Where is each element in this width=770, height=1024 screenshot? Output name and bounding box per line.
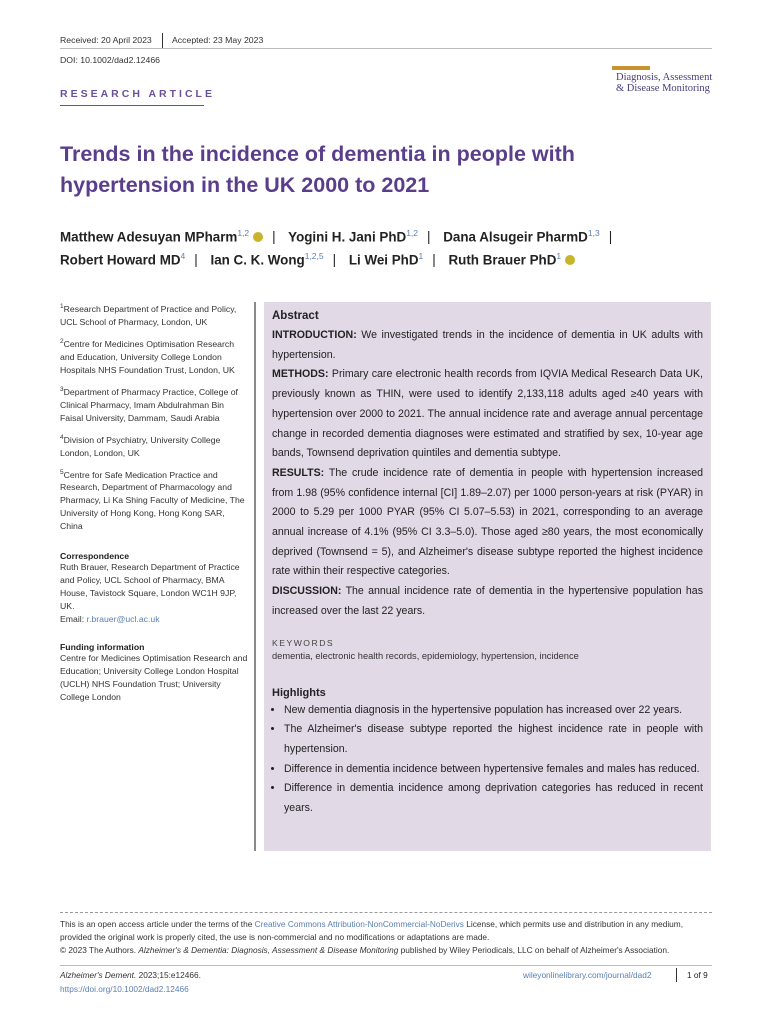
- journal-site-link[interactable]: wileyonlinelibrary.com/journal/dad2: [523, 970, 652, 980]
- affiliation: [60, 431, 248, 460]
- highlights-list: [272, 701, 703, 819]
- author-affil: 1,3: [587, 228, 600, 238]
- license-text: This is an open access article under the terms of the: [60, 919, 255, 929]
- abstract-box: [264, 302, 711, 851]
- author-affil: 1,2: [237, 228, 250, 238]
- copyright-text: © 2023 The Authors.: [60, 945, 139, 955]
- license-notice: [60, 918, 712, 957]
- affiliation: [60, 466, 248, 534]
- author-affil: 1,2: [406, 228, 419, 238]
- logo-bar: [612, 66, 650, 70]
- affiliation-text: Centre for Safe Medication Practice and Research, Department of Pharmacology and Pharmacy, Li Ka Shing Faculty of Medicine, The University of Hong Kong, Hong Kong SAR, China: [60, 469, 245, 532]
- highlight-item: • Difference in dementia incidence between hypertensive females and males has reduced.: [284, 760, 703, 780]
- article-type-rule: [60, 105, 204, 106]
- doi-link[interactable]: https://doi.org/10.1002/dad2.12466: [60, 984, 189, 994]
- author-affil: 1,2,5: [304, 251, 324, 261]
- journal-logo: [612, 66, 712, 96]
- abstract-introduction: [272, 326, 703, 365]
- copyright-journal: Alzheimer's & Dementia: Diagnosis, Assessment & Disease Monitoring: [138, 945, 399, 955]
- received-date: Received: 20 April 2023: [60, 35, 152, 45]
- correspondence-body: [60, 561, 248, 626]
- affiliation-number: 5: [60, 468, 64, 476]
- footer-separator: [676, 968, 677, 982]
- email-link[interactable]: r.brauer@ucl.ac.uk: [86, 614, 160, 625]
- email-label: Email:: [60, 614, 87, 625]
- abstract-discussion: [272, 582, 703, 621]
- abstract-heading: Abstract: [272, 310, 319, 322]
- article-type: RESEARCH ARTICLE: [60, 88, 215, 100]
- abstract-results: [272, 464, 703, 582]
- logo-line-1: Diagnosis, Assessment: [616, 72, 713, 83]
- author-name: Matthew Adesuyan MPharm: [60, 229, 238, 245]
- license-text-end: License, which permits use and distribution in any medium, provided the original work is properly cited, the use is non-commercial and no modifications or adaptations are made.: [60, 919, 684, 942]
- affiliation-number: 3: [60, 385, 64, 393]
- author-name: Li Wei PhD: [348, 252, 419, 268]
- affiliation-number: 4: [60, 433, 64, 441]
- footer-rule: [60, 965, 712, 966]
- author-name: Ruth Brauer PhD: [448, 252, 557, 268]
- affiliation: [60, 383, 248, 425]
- affiliation-text: Department of Pharmacy Practice, College of Clinical Pharmacy, Imam Abdulrahman Bin Faisal University, Dammam, Saudi Arabia: [60, 386, 238, 423]
- discussion-label: DISCUSSION:: [272, 585, 342, 598]
- footer-dashed-rule: [60, 912, 712, 913]
- author-affil: 1: [556, 251, 562, 261]
- author-name: Dana Alsugeir PharmD: [443, 229, 588, 245]
- header-separator: [162, 33, 163, 49]
- accepted-date: Accepted: 23 May 2023: [172, 35, 264, 45]
- journal-abbrev: Alzheimer's Dement.: [60, 970, 137, 980]
- affiliation-text: Centre for Medicines Optimisation Research and Education, University College London Hospitals NHS Foundation Trust, London, UK: [60, 338, 235, 375]
- discussion-text: The annual incidence rate of dementia in the hypertensive population has increased over the last 22 years.: [272, 585, 703, 617]
- orcid-icon[interactable]: [253, 232, 263, 242]
- results-label: RESULTS:: [272, 466, 325, 479]
- highlight-item: • Difference in dementia incidence among deprivation categories has reduced in recent years.: [284, 779, 703, 818]
- left-column: [60, 300, 248, 704]
- author-separator: |: [432, 252, 436, 268]
- author-line-1: [60, 228, 621, 244]
- author-name: Ian C. K. Wong: [210, 252, 305, 268]
- author-name: Robert Howard MD: [60, 252, 181, 268]
- author-name: Yogini H. Jani PhD: [288, 229, 407, 245]
- affiliation-text: Research Department of Practice and Policy, UCL School of Pharmacy, London, UK: [60, 303, 237, 327]
- abstract-content: [272, 310, 703, 819]
- license-link[interactable]: Creative Commons Attribution-NonCommercial-NoDerivs: [254, 919, 464, 929]
- correspondence-heading: Correspondence: [60, 551, 130, 562]
- abstract-side-bar: [254, 302, 256, 851]
- affiliation-number: 2: [60, 337, 64, 345]
- results-text: The crude incidence rate of dementia in people with hypertension increased from 1.98 (95% confidence internal [CI] 1.89–2.07) per 1000 person-years at risk (PYAR) in 2000 to 5.29 per 1000 PYAR (95% CI 5.07–5.53) in 2021, corresponding to an average annual increase of 4.1% (95% CI 3.3–5.0). Those aged ≥80 years, the most economically deprived (Townsend = 5), and Alzheimer's disease subtype reported the highest incidence rate within their respective categories.: [272, 466, 703, 578]
- intro-text: We investigated trends in the incidence of dementia in UK adults with hypertension.: [272, 329, 703, 361]
- journal-reference: [60, 970, 201, 980]
- author-separator: |: [332, 252, 337, 268]
- author-line-2: [60, 251, 575, 267]
- logo-line-2: & Disease Monitoring: [616, 83, 710, 94]
- author-affil: 4: [180, 251, 186, 261]
- affiliation-text: Division of Psychiatry, University College London, London, UK: [60, 434, 221, 458]
- affiliation: [60, 300, 248, 329]
- author-separator: |: [608, 229, 613, 245]
- page-number: 1 of 9: [687, 970, 708, 980]
- article-title: Trends in the incidence of dementia in people with hypertension in the UK 2000 to 2021: [60, 142, 575, 197]
- methods-text: Primary care electronic health records from IQVIA Medical Research Data UK, previously known as THIN, were used to identify 2,133,118 adults aged ≥40 years with hypertension over 2000 to 2021. The annual incidence rate and average annual percentage change in recorded dementia diagnoses were estimated and stratified by sex, 10-year age bands, Townsend deprivation quintiles and dementia subtype.: [272, 368, 703, 460]
- intro-label: INTRODUCTION:: [272, 329, 357, 341]
- funding-heading: Funding information: [60, 642, 145, 653]
- correspondence-address: Ruth Brauer, Research Department of Practice and Policy, UCL School of Pharmacy, BMA House, Tavistock Square, London WC1H 9JP, UK.: [60, 562, 240, 612]
- orcid-icon[interactable]: [565, 255, 575, 265]
- highlight-item: • New dementia diagnosis in the hypertensive population has increased over 22 years.: [284, 701, 703, 721]
- funding-body: Centre for Medicines Optimisation Research and Education; University College London Hospital (UCLH) NHS Foundation Trust; University College London: [60, 653, 248, 703]
- copyright-text-end: published by Wiley Periodicals, LLC on behalf of Alzheimer's Association.: [398, 945, 670, 955]
- author-separator: |: [427, 229, 431, 245]
- journal-volume: 2023;15:e12466.: [136, 970, 201, 980]
- author-affil: 1: [418, 251, 424, 261]
- methods-label: METHODS:: [272, 368, 329, 381]
- keywords-list: dementia, electronic health records, epidemiology, hypertension, incidence: [272, 650, 579, 661]
- abstract-methods: [272, 365, 703, 464]
- author-separator: |: [194, 252, 198, 268]
- affiliation: [60, 335, 248, 377]
- header-rule: [60, 48, 712, 49]
- author-separator: |: [272, 229, 276, 245]
- keywords-heading: KEYWORDS: [272, 637, 335, 648]
- article-doi: DOI: 10.1002/dad2.12466: [60, 55, 160, 65]
- affiliation-number: 1: [60, 303, 64, 310]
- highlights-heading: Highlights: [272, 686, 326, 699]
- highlight-item: • The Alzheimer's disease subtype reported the highest incidence rate in people with hypertension.: [284, 720, 703, 759]
